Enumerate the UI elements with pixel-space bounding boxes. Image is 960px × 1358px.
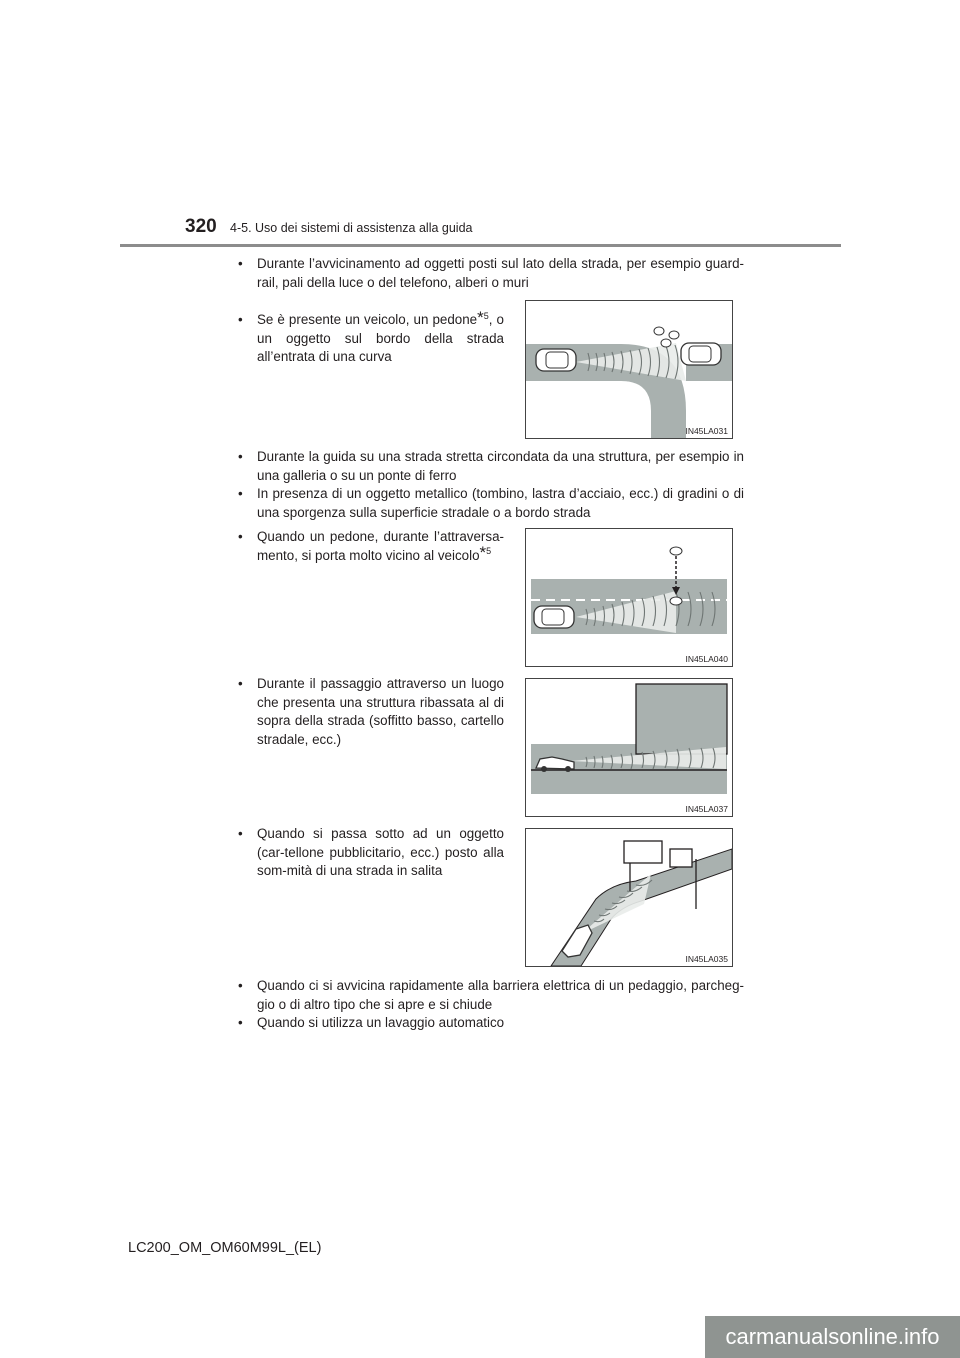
bullet-text: Durante la guida su una strada stretta circondata da una struttura, per esempio in una galleria o su un ponte di ferro — [257, 449, 744, 483]
illustration-pedestrian-crossing — [525, 528, 733, 667]
bullet-marker: • — [238, 676, 243, 691]
section-title: 4-5. Uso dei sistemi di assistenza alla guida — [230, 221, 473, 235]
bullet-marker: • — [238, 529, 243, 544]
bullet-item — [238, 1014, 744, 1033]
bullet-marker: • — [238, 978, 243, 993]
figure-code: IN45LA037 — [685, 804, 728, 814]
bullet-item — [238, 485, 744, 522]
bullet-text: Quando un pedone, durante l’attraversa-mento, si porta molto vicino al veicolo$^{*5}$ — [257, 529, 504, 563]
bullet-marker: • — [238, 256, 243, 271]
bullet-text: In presenza di un oggetto metallico (tombino, lastra d’acciaio, ecc.) di gradini o di una sporgenza sulla superficie stradale o a bordo strada — [257, 486, 744, 520]
figure-code: IN45LA040 — [685, 654, 728, 664]
bullet-marker: • — [238, 1015, 243, 1030]
bullet-item — [238, 448, 744, 485]
bullet-marker: • — [238, 826, 243, 841]
watermark: carmanualsonline.info — [705, 1316, 960, 1358]
bullet-text: Durante il passaggio attraverso un luogo che presenta una struttura ribassata al di sopra della strada (soffitto basso, cartello stradale, ecc.) — [257, 676, 504, 747]
bullet-marker: • — [238, 312, 243, 327]
illustration-curve-road — [525, 300, 733, 439]
bullet-marker: • — [238, 486, 243, 501]
document-id: LC200_OM_OM60M99L_(EL) — [128, 1240, 322, 1256]
bullet-text: Quando si passa sotto ad un oggetto (car-tellone pubblicitario, ecc.) posto alla som-mità di una strada in salita — [257, 826, 504, 879]
illustration-low-structure — [525, 678, 733, 817]
bullet-text: Quando ci si avvicina rapidamente alla barriera elettrica di un pedaggio, parcheg-gio o di altro tipo che si apre e si chiude — [257, 978, 744, 1012]
bullet-item — [238, 255, 744, 292]
bullet-text: Se è presente un veicolo, un pedone$^{*5}$, o un oggetto sul bordo della strada all’entrata di una curva — [257, 307, 505, 365]
figure-code: IN45LA035 — [685, 954, 728, 964]
bullet-item — [238, 977, 744, 1014]
bullet-item — [238, 528, 504, 565]
bullet-item — [238, 307, 505, 367]
bullet-text: Quando si utilizza un lavaggio automatico — [257, 1015, 505, 1030]
header-divider — [120, 244, 841, 247]
bullet-text: Durante l’avvicinamento ad oggetti posti sul lato della strada, per esempio guard-rail, pali della luce o del telefono, alberi o muri — [257, 256, 744, 290]
bullet-marker: • — [238, 449, 243, 464]
page-number: 320 — [185, 216, 217, 237]
illustration-uphill-billboard — [525, 828, 733, 967]
bullet-item — [238, 825, 504, 881]
bullet-item — [238, 675, 504, 749]
figure-code: IN45LA031 — [685, 426, 728, 436]
